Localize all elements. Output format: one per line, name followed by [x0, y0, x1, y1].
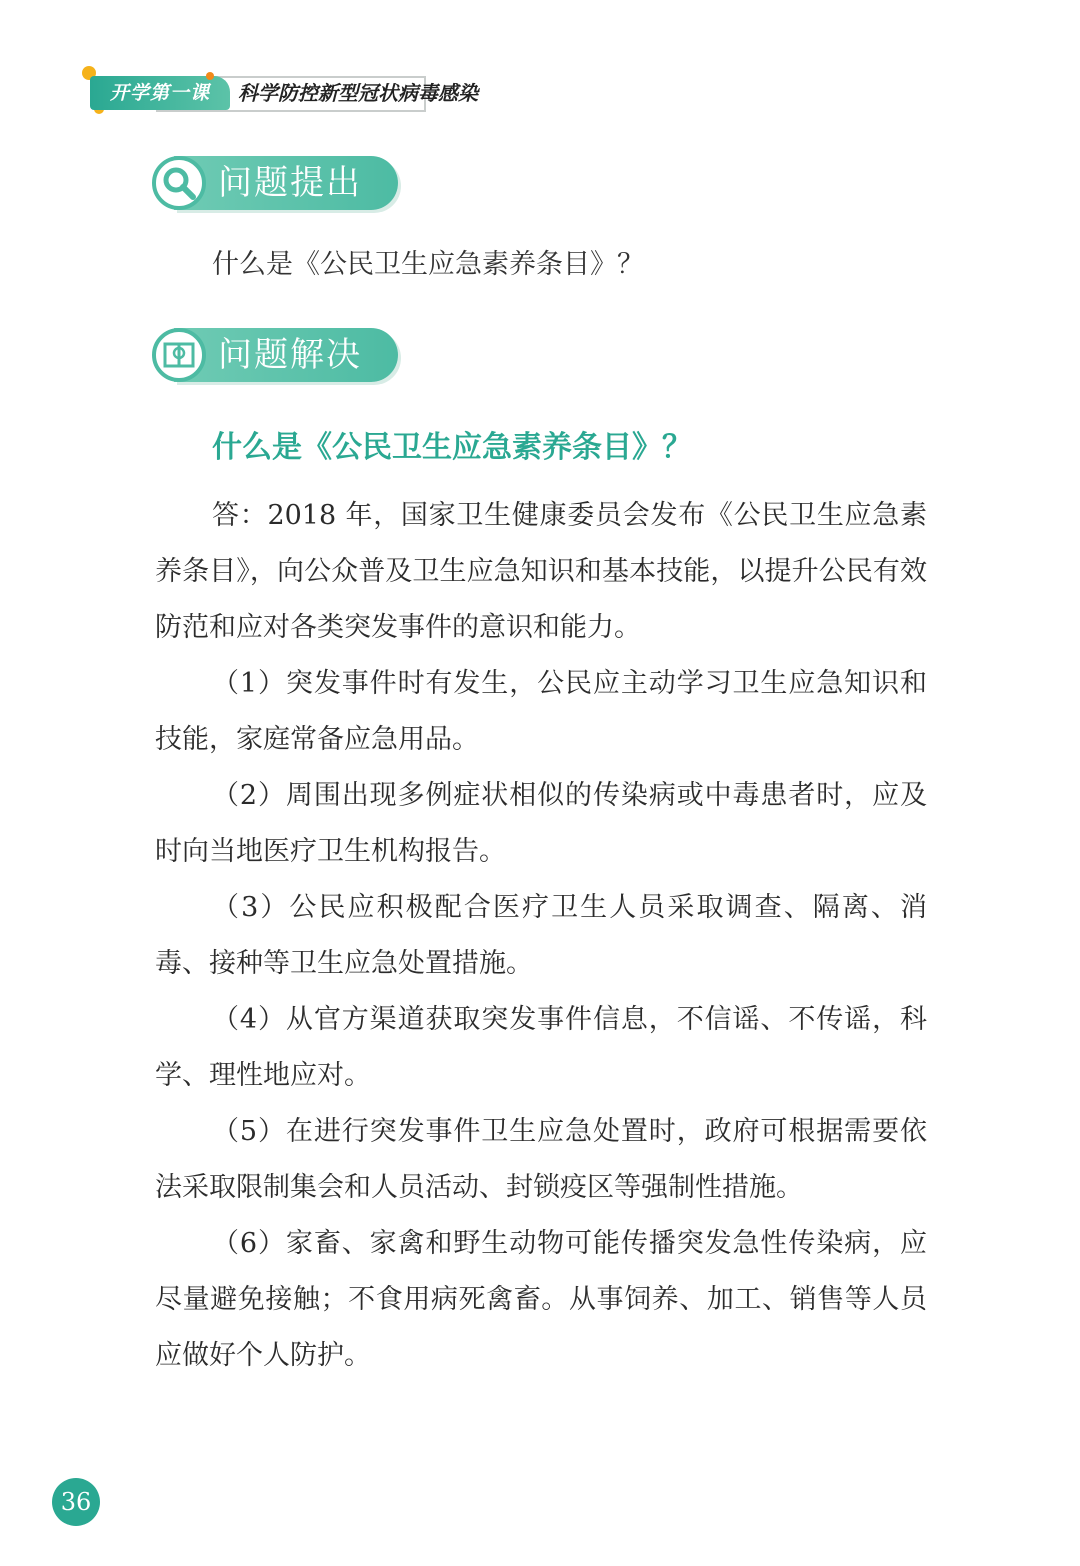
answer-heading: 什么是《公民卫生应急素养条目》？ [212, 430, 692, 465]
question-text: 什么是《公民卫生应急素养条目》？ [212, 249, 644, 280]
paragraph: （1）突发事件时有发生，公民应主动学习卫生应急知识和技能，家庭常备应急用品。 [155, 668, 927, 755]
magnifier-icon [160, 164, 198, 202]
decor-dot [206, 72, 214, 80]
section-heading-question [152, 156, 400, 212]
answer-body [155, 488, 927, 1384]
paragraph: （3）公民应积极配合医疗卫生人员采取调查、隔离、消毒、接种等卫生应急处置措施。 [155, 892, 927, 979]
paragraph: （4）从官方渠道获取突发事件信息，不信谣、不传谣，科学、理性地应对。 [155, 1004, 927, 1091]
section-label: 问题解决 [218, 335, 362, 375]
paragraph: （6）家畜、家禽和野生动物可能传播突发急性传染病，应尽量避免接触；不食用病死禽畜。从事饲养、加工、销售等人员应做好个人防护。 [155, 1228, 927, 1371]
section-label: 问题提出 [218, 163, 362, 203]
section-heading-solution [152, 328, 400, 384]
header-title: 科学防控新型冠状病毒感染 [238, 81, 478, 105]
page-number: 36 [52, 1478, 100, 1526]
paragraph: 答：2018 年，国家卫生健康委员会发布《公民卫生应急素养条目》，向公众普及卫生应急知识和基本技能，以提升公民有效防范和应对各类突发事件的意识和能力。 [155, 500, 927, 643]
book-icon [160, 336, 198, 374]
header-series-tag: 开学第一课 [90, 76, 230, 110]
running-header [78, 62, 478, 118]
paragraph: （2）周围出现多例症状相似的传染病或中毒患者时，应及时向当地医疗卫生机构报告。 [155, 780, 927, 867]
paragraph: （5）在进行突发事件卫生应急处置时，政府可根据需要依法采取限制集会和人员活动、封锁疫区等强制性措施。 [155, 1116, 927, 1203]
